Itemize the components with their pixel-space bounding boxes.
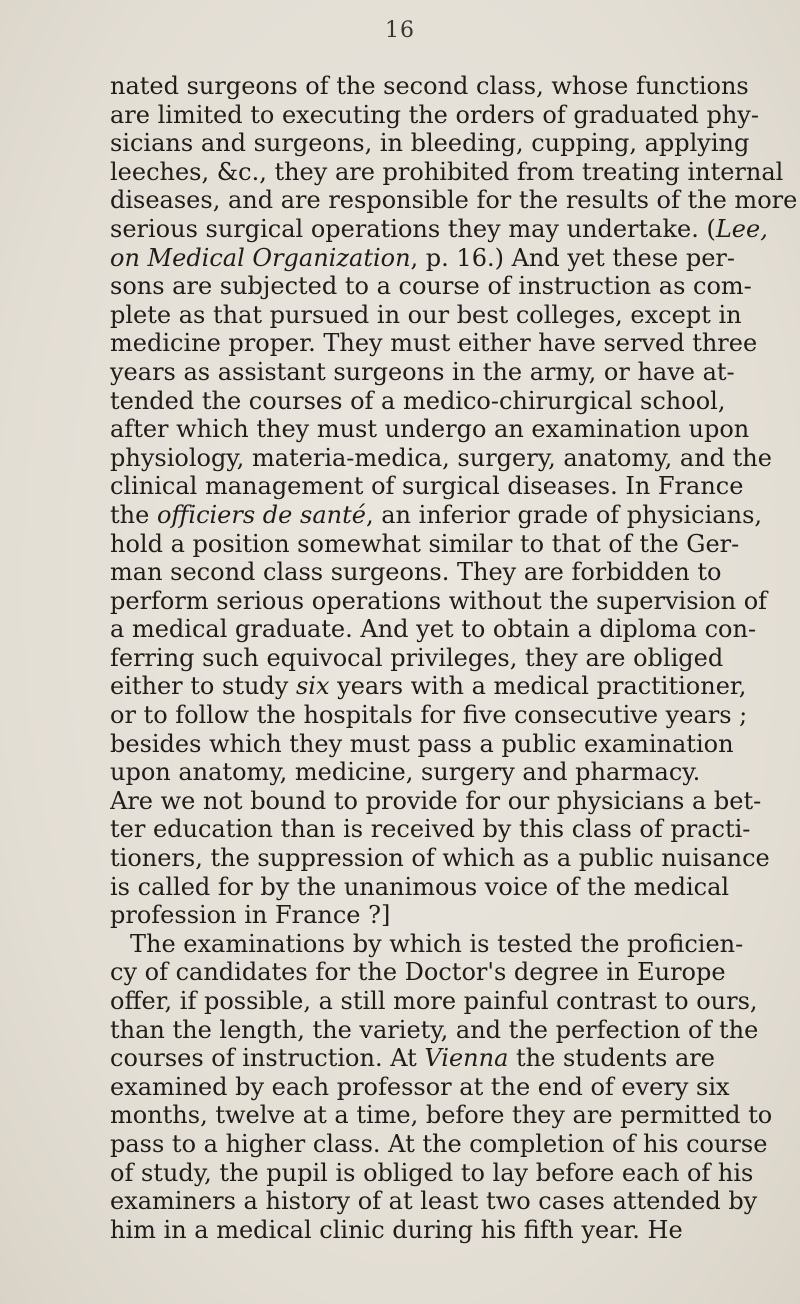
text-line: sicians and surgeons, in bleeding, cupping, applying <box>110 129 750 158</box>
text-line: a medical graduate. And yet to obtain a diploma con- <box>110 615 757 644</box>
text-line: diseases, and are responsible for the results of the more <box>110 186 798 215</box>
text-line: after which they must undergo an examination upon <box>110 415 750 444</box>
text-line: physiology, materia-medica, surgery, anatomy, and the <box>110 443 772 472</box>
text-line: of study, the pupil is obliged to lay before each of his <box>110 1158 754 1187</box>
text-line: is called for by the unanimous voice of the medical <box>110 872 730 901</box>
italic-term: six <box>295 672 330 701</box>
page-number: 16 <box>385 18 415 43</box>
text-line: tended the courses of a medico-chirurgical school, <box>110 386 726 415</box>
text-line: plete as that pursued in our best colleges, except in <box>110 300 742 329</box>
text-line: upon anatomy, medicine, surgery and pharmacy. <box>110 758 701 787</box>
italic-term: officiers de santé <box>156 500 366 529</box>
text-line: Are we not bound to provide for our physicians a bet- <box>110 786 762 815</box>
text-line: sons are subjected to a course of instruction as com- <box>110 272 752 301</box>
text-line: than the length, the variety, and the perfection of the <box>110 1015 759 1044</box>
text-line: or to follow the hospitals for five consecutive years ; <box>110 701 748 730</box>
body-text <box>110 72 800 1244</box>
text-line: besides which they must pass a public examination <box>110 729 734 758</box>
text-line: him in a medical clinic during his fifth year. He <box>110 1215 683 1244</box>
text-line: years as assistant surgeons in the army, or have at- <box>110 357 735 386</box>
paragraph-start-line: The examinations by which is tested the proficien- <box>130 929 744 958</box>
text-line: hold a position somewhat similar to that of the Ger- <box>110 529 740 558</box>
text-line: pass to a higher class. At the completion of his course <box>110 1129 768 1158</box>
text-line: offer, if possible, a still more painful contrast to ours, <box>110 987 758 1015</box>
text-line: ter education than is received by this class of practi- <box>110 815 751 844</box>
text-line: are limited to executing the orders of graduated phy- <box>110 100 759 129</box>
italic-place: Vienna <box>424 1044 509 1073</box>
text-line: clinical management of surgical diseases. In France <box>110 472 744 501</box>
text-line: the officiers de santé, an inferior grade of physicians, <box>110 500 763 529</box>
text-line: perform serious operations without the supervision of <box>110 586 768 615</box>
text-line: ferring such equivocal privileges, they are obliged <box>110 643 724 672</box>
text-line: medicine proper. They must either have served three <box>110 329 758 358</box>
text-line: profession in France ?] <box>110 901 391 930</box>
text-line: courses of instruction. At Vienna the students are <box>110 1044 715 1073</box>
text-line: nated surgeons of the second class, whose functions <box>110 72 749 100</box>
text-line: examiners a history of at least two cases attended by <box>110 1187 758 1216</box>
text-line: examined by each professor at the end of every six <box>110 1072 730 1101</box>
text-line: either to study six years with a medical practitioner, <box>110 672 747 701</box>
text-line: leeches, &c., they are prohibited from treating internal <box>110 157 784 186</box>
citation-author: Lee, <box>715 214 768 243</box>
text-line: on Medical Organization, p. 16.) And yet these per- <box>110 243 736 272</box>
text-line: cy of candidates for the Doctor's degree in Europe <box>110 958 726 987</box>
text-line: serious surgical operations they may undertake. (Lee, <box>110 214 768 243</box>
text-line: man second class surgeons. They are forbidden to <box>110 558 722 587</box>
text-line: tioners, the suppression of which as a public nuisance <box>110 844 770 873</box>
citation-title: on Medical Organization <box>110 243 411 272</box>
text-line: months, twelve at a time, before they are permitted to <box>110 1101 773 1130</box>
